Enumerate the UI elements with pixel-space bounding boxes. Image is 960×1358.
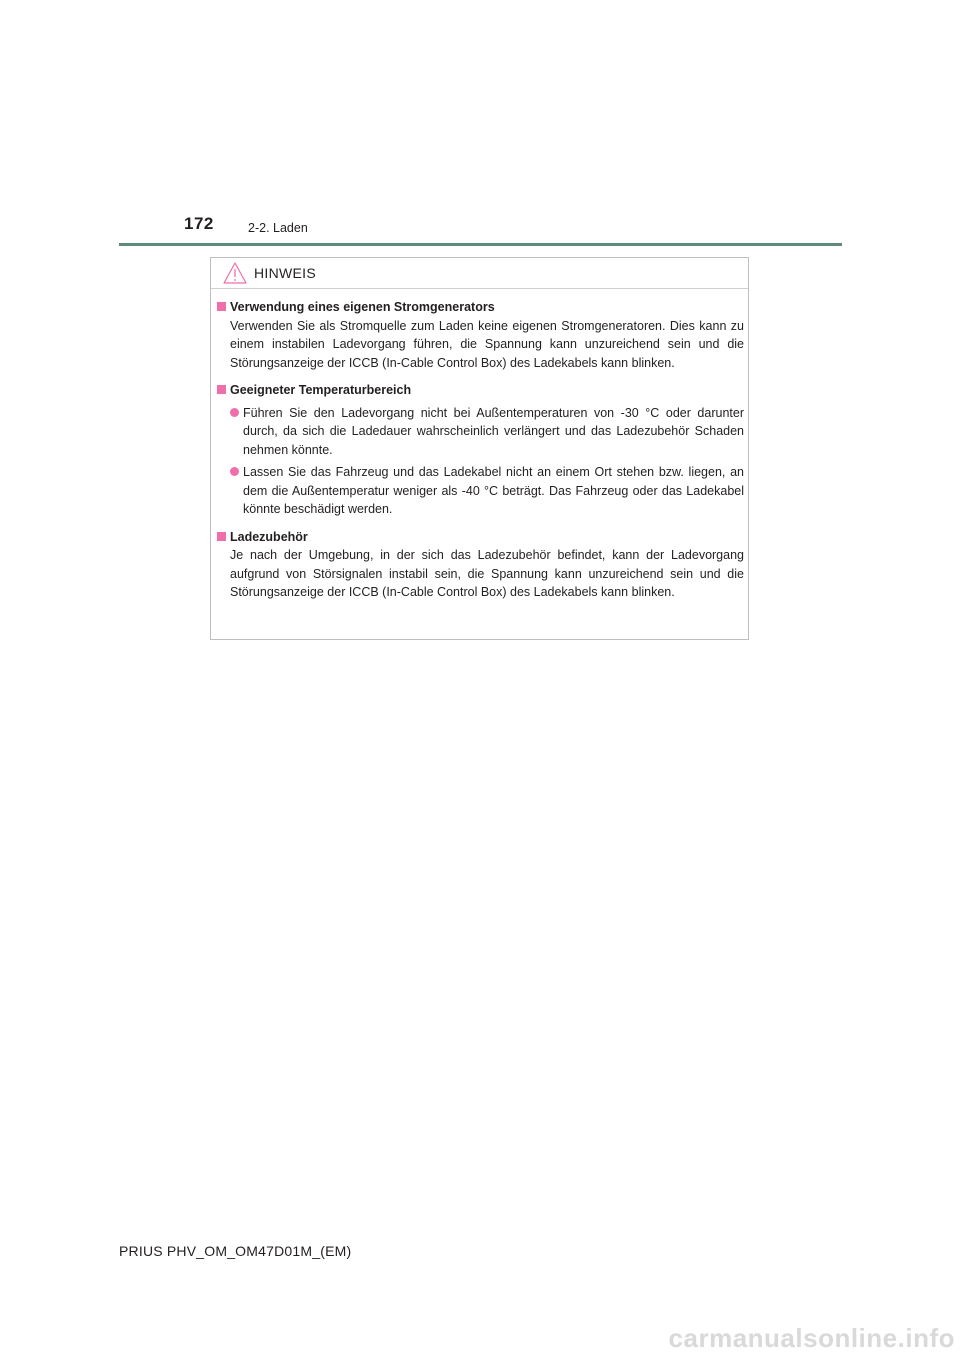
notice-header — [211, 258, 748, 289]
topic-accessories — [217, 528, 744, 602]
warning-triangle-icon — [223, 262, 247, 284]
square-bullet-icon — [217, 302, 226, 311]
circle-bullet-icon — [230, 467, 239, 476]
header-divider — [119, 243, 842, 246]
list-item — [230, 463, 744, 519]
square-bullet-icon — [217, 385, 226, 394]
list-item — [230, 404, 744, 460]
watermark-logo: carmanualsonline.info — [668, 1323, 955, 1353]
topic-paragraph: Verwenden Sie als Stromquelle zum Laden keine eigenen Stromgeneratoren. Dies kann zu einem instabilen Ladevorgang führen, die Spannung kann unzureichend sein und die Störungsanzeige der ICCB (In-Cable Control Box) des Ladekabels kann blinken. — [230, 318, 744, 370]
topic-title: Geeigneter Temperaturbereich — [230, 383, 412, 397]
document-code: PRIUS PHV_OM_OM47D01M_(EM) — [119, 1243, 352, 1259]
topic-generator — [217, 298, 744, 372]
square-bullet-icon — [217, 532, 226, 541]
notice-title: HINWEIS — [254, 265, 316, 281]
page-header — [0, 0, 960, 250]
page-number: 172 — [184, 214, 214, 233]
topic-title: Verwendung eines eigenen Stromgenerators — [230, 300, 495, 314]
notice-box — [210, 257, 749, 640]
list-item-text: Führen Sie den Ladevorgang nicht bei Außentemperaturen von -30 °C oder darunter durch, da sich die Ladedauer wahrscheinlich verlängert und das Ladezubehör Schaden nehmen könnte. — [243, 405, 744, 457]
topic-temperature — [217, 381, 744, 519]
section-title: 2-2. Laden — [248, 221, 308, 235]
circle-bullet-icon — [230, 408, 239, 417]
topic-title: Ladezubehör — [230, 529, 308, 544]
list-item-text: Lassen Sie das Fahrzeug und das Ladekabel nicht an einem Ort stehen bzw. liegen, an dem die Außentemperatur weniger als -40 °C beträgt. Das Fahrzeug oder das Ladekabel könnte beschädigt werden. — [243, 465, 744, 516]
topic-paragraph: Je nach der Umgebung, in der sich das Ladezubehör befindet, kann der Ladevorgang aufgrund von Störsignalen instabil sein, die Spannung kann unzureichend sein und die Störungsanzeige der ICCB (In-Cable Control Box) des Ladekabels kann blinken. — [230, 548, 744, 599]
notice-body — [217, 298, 744, 611]
